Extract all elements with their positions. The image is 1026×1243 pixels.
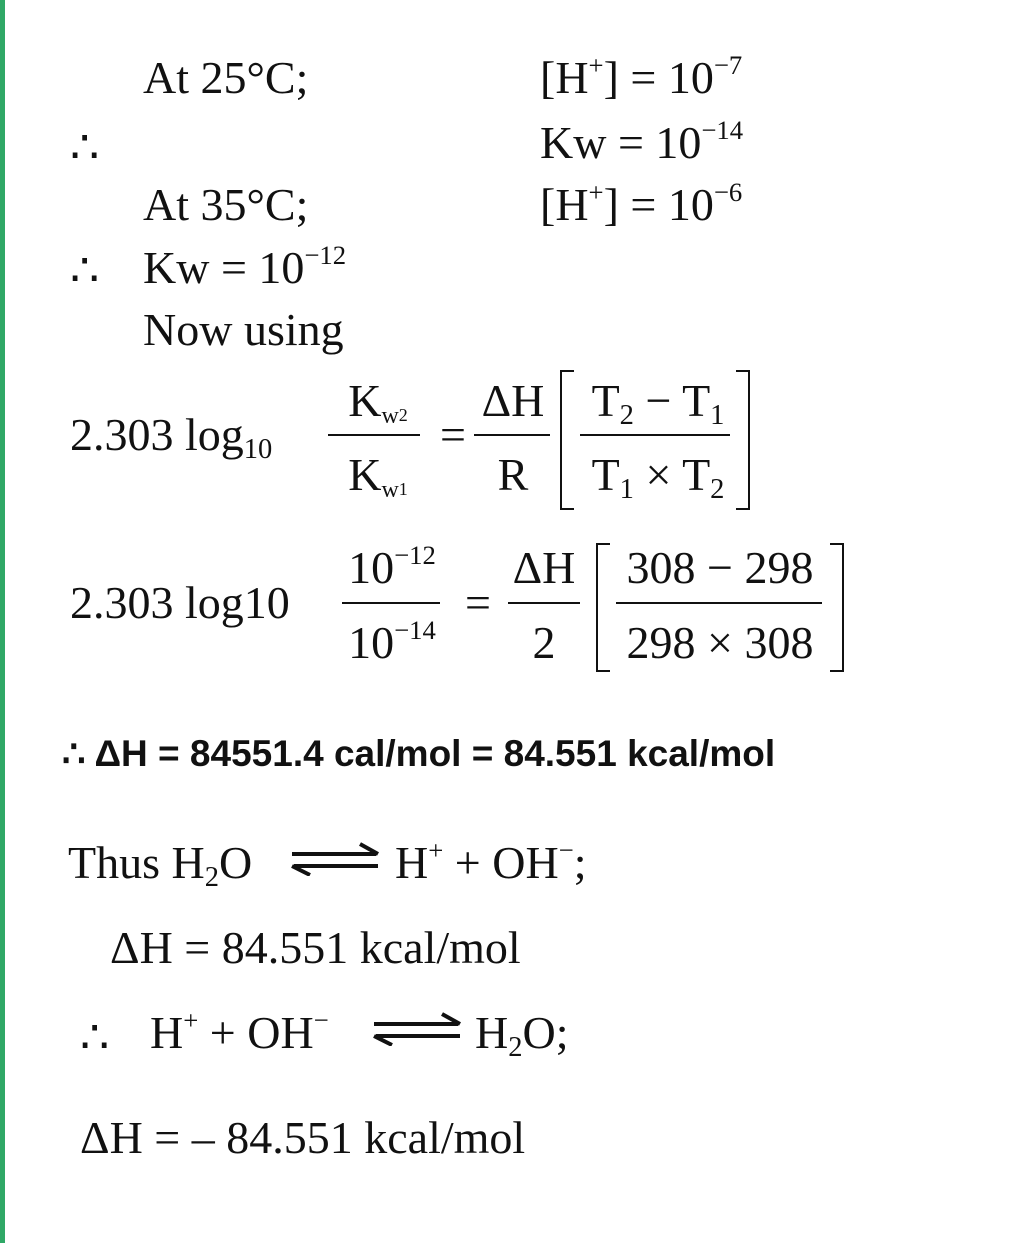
temperature-product: T1 × T2 — [591, 449, 725, 505]
temperature-difference-values: 308 − 298 — [626, 542, 814, 593]
ionization-products: H+ + OH−; — [395, 834, 587, 888]
fraction-bar — [508, 602, 580, 604]
at-25c-label: At 25°C; — [143, 52, 309, 103]
kw1-value: $10^{-14}$ — [348, 614, 436, 668]
reverse-product: H2O; — [475, 1007, 569, 1063]
therefore-symbol: ∴ — [70, 122, 100, 173]
delta-h-ionization: ΔH = 84.551 kcal/mol — [110, 922, 521, 973]
equals-sign: = — [440, 409, 466, 460]
delta-h-numerator: ΔH — [512, 542, 576, 593]
now-using-text: Now using — [143, 304, 344, 355]
fraction-bar — [616, 602, 822, 604]
equilibrium-arrow-icon — [372, 1012, 464, 1046]
equals-sign: = — [465, 577, 491, 628]
h-ion-25c: $[H^+] = 10^{-7}$ — [540, 49, 743, 103]
therefore-symbol: ∴ — [80, 1012, 110, 1063]
left-bracket — [596, 543, 610, 672]
substitution-prefix: 2.303 log10 — [70, 577, 290, 628]
fraction-bar — [580, 434, 730, 436]
delta-h-neutralization: ΔH = – 84.551 kcal/mol — [80, 1112, 526, 1163]
kw-25c: $Kw = 10^{-14}$ — [540, 114, 744, 168]
h-ion-35c: $[H^+] = 10^{-6}$ — [540, 176, 743, 230]
delta-h-numerator: ΔH — [481, 375, 545, 426]
fraction-bar — [342, 602, 440, 604]
formula-numerator: Kw2 — [348, 375, 408, 429]
gas-constant-r: R — [497, 449, 529, 500]
left-bracket — [560, 370, 574, 510]
kw-35c: $Kw = 10^{-12}$ — [143, 239, 347, 293]
kw2-value: $10^{-12}$ — [348, 539, 436, 593]
formula-prefix: 2.303 log10 — [70, 409, 273, 465]
equilibrium-arrow-icon — [290, 842, 382, 876]
reverse-reactants: H+ + OH− — [150, 1004, 329, 1058]
right-bracket — [830, 543, 844, 672]
temperature-product-values: 298 × 308 — [626, 617, 814, 668]
page-border — [0, 0, 5, 1243]
fraction-bar — [328, 434, 420, 436]
temperature-difference: T2 − T1 — [591, 375, 725, 431]
result-line: ∴ ΔH = 84551.4 cal/mol = 84.551 kcal/mol — [62, 733, 776, 774]
formula-denominator: Kw1 — [348, 449, 408, 503]
substituted-denominator: 2 — [532, 617, 556, 668]
thus-reaction: Thus H2O — [68, 837, 253, 893]
at-35c-label: At 35°C; — [143, 179, 309, 230]
right-bracket — [736, 370, 750, 510]
fraction-bar — [474, 434, 550, 436]
therefore-symbol: ∴ — [70, 245, 100, 296]
